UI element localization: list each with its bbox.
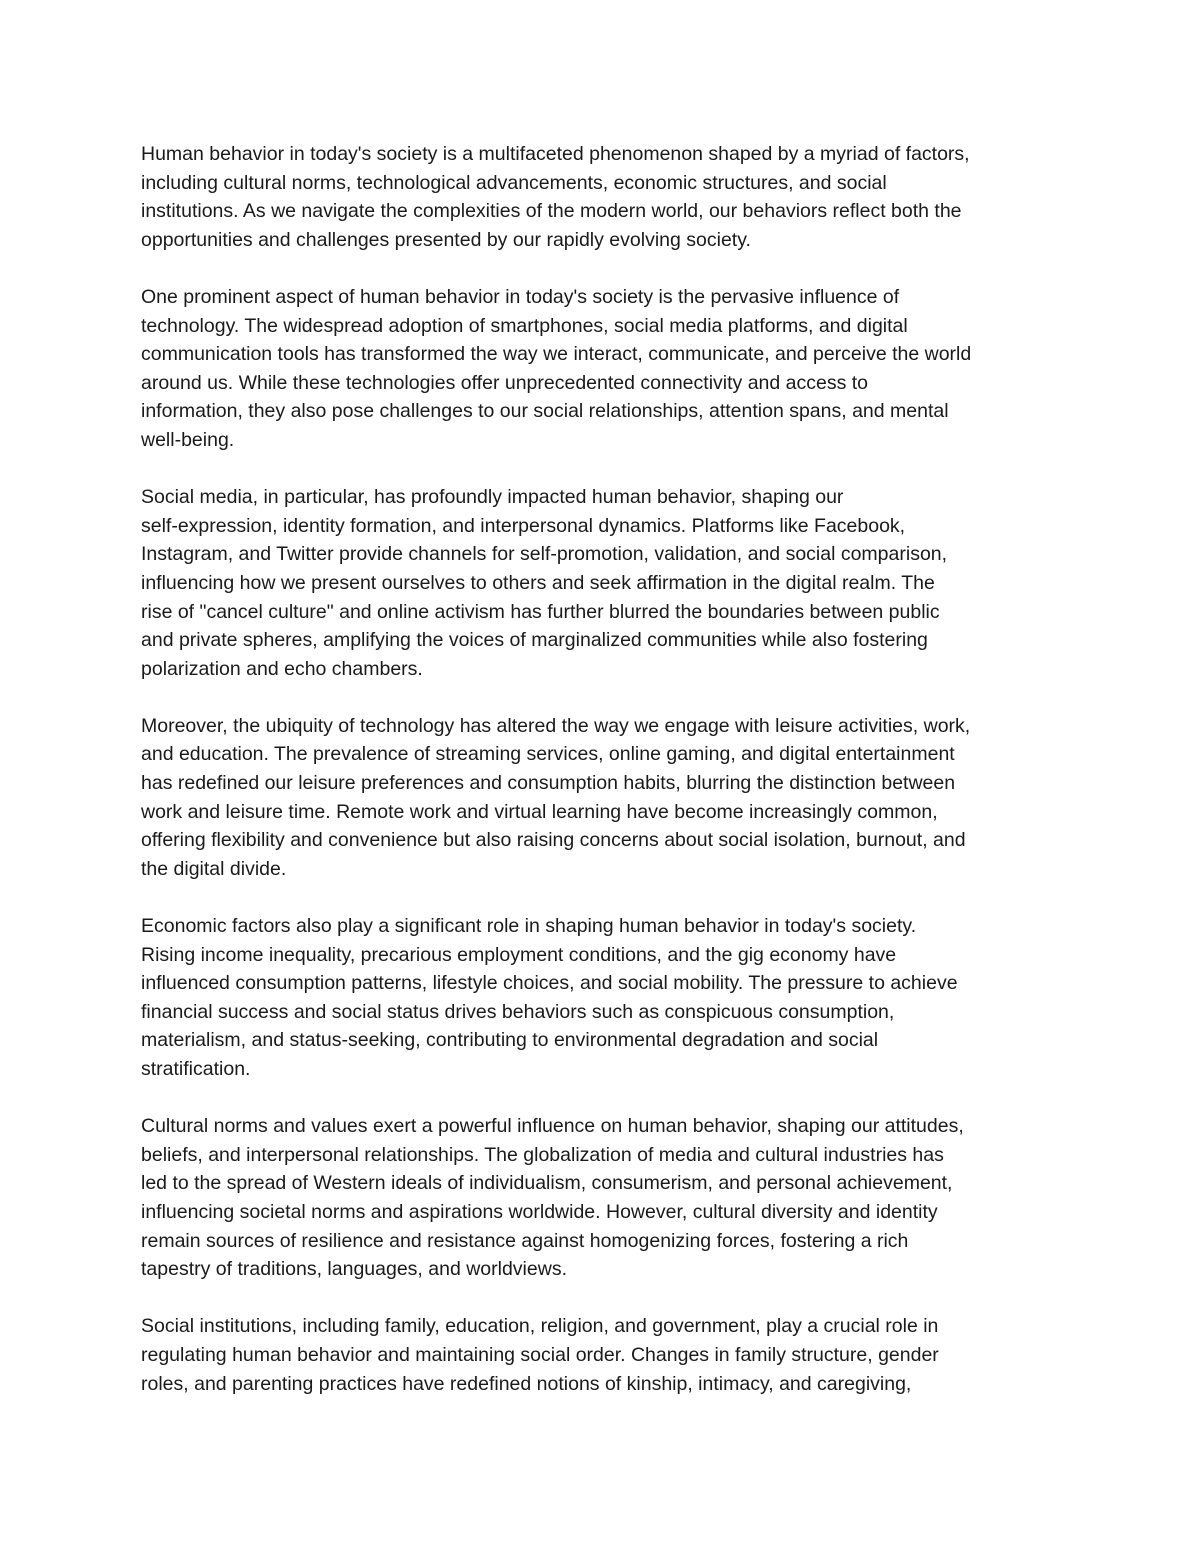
text-line: Moreover, the ubiquity of technology has altered the way we engage with leisure activities, work, [141, 714, 971, 737]
text-line: tapestry of traditions, languages, and worldviews. [141, 1258, 567, 1281]
text-line: rise of "cancel culture" and online activism has further blurred the boundaries between public [141, 600, 940, 623]
text-line: stratification. [141, 1058, 251, 1080]
paragraph [141, 712, 1071, 884]
text-line: the digital divide. [141, 857, 287, 880]
text-line: has redefined our leisure preferences and consumption habits, blurring the distinction between [141, 772, 956, 795]
text-line: Economic factors also play a significant role in shaping human behavior in today's society. [141, 915, 917, 938]
text-line: roles, and parenting practices have redefined notions of kinship, intimacy, and caregiving, [141, 1372, 912, 1395]
text-line: influencing societal norms and aspirations worldwide. However, cultural diversity and identity [141, 1200, 938, 1223]
paragraph [141, 912, 1071, 1084]
text-line: influenced consumption patterns, lifestyle choices, and social mobility. The pressure to achieve [141, 972, 958, 995]
text-line: Cultural norms and values exert a powerful influence on human behavior, shaping our attitudes, [141, 1115, 964, 1138]
text-line: Rising income inequality, precarious employment conditions, and the gig economy have [141, 943, 897, 966]
text-line: One prominent aspect of human behavior in today's society is the pervasive influence of [141, 285, 900, 308]
text-line: offering flexibility and convenience but also raising concerns about social isolation, burnout, and [141, 829, 966, 852]
paragraph [141, 483, 1071, 683]
text-line: institutions. As we navigate the complexities of the modern world, our behaviors reflect both the [141, 200, 962, 223]
text-line: and private spheres, amplifying the voices of marginalized communities while also fostering [141, 629, 928, 652]
text-line: self-expression, identity formation, and interpersonal dynamics. Platforms like Facebook, [141, 514, 906, 537]
text-line: opportunities and challenges presented by our rapidly evolving society. [141, 228, 751, 251]
text-line: including cultural norms, technological advancements, economic structures, and social [141, 171, 887, 194]
document-body [141, 140, 1071, 1427]
text-line: materialism, and status-seeking, contributing to environmental degradation and social [141, 1029, 879, 1052]
text-line: regulating human behavior and maintaining social order. Changes in family structure, gender [141, 1343, 939, 1366]
text-line: led to the spread of Western ideals of individualism, consumerism, and personal achievement, [141, 1172, 953, 1195]
text-line: and education. The prevalence of streaming services, online gaming, and digital entertainment [141, 743, 955, 766]
text-line: Human behavior in today's society is a multifaceted phenomenon shaped by a myriad of factors, [141, 143, 970, 165]
text-line: around us. While these technologies offer unprecedented connectivity and access to [141, 371, 869, 394]
text-line: remain sources of resilience and resistance against homogenizing forces, fostering a rich [141, 1229, 909, 1252]
paragraph [141, 1312, 1071, 1398]
text-line: Social media, in particular, has profoundly impacted human behavior, shaping our [141, 486, 844, 509]
text-line: technology. The widespread adoption of smartphones, social media platforms, and digital [141, 314, 908, 337]
text-line: beliefs, and interpersonal relationships. The globalization of media and cultural industries has [141, 1143, 944, 1166]
paragraph [141, 140, 1071, 254]
text-line: influencing how we present ourselves to others and seek affirmation in the digital realm. The [141, 571, 935, 594]
text-line: polarization and echo chambers. [141, 657, 423, 680]
text-line: communication tools has transformed the way we interact, communicate, and perceive the world [141, 343, 972, 366]
text-line: financial success and social status drives behaviors such as conspicuous consumption, [141, 1000, 895, 1023]
paragraph [141, 1112, 1071, 1284]
text-line: Social institutions, including family, education, religion, and government, play a crucial role in [141, 1315, 939, 1338]
paragraph [141, 283, 1071, 455]
text-line: well-being. [141, 428, 235, 451]
text-line: work and leisure time. Remote work and virtual learning have become increasingly common, [141, 800, 938, 823]
text-line: Instagram, and Twitter provide channels for self-promotion, validation, and social comparison, [141, 543, 948, 566]
text-line: information, they also pose challenges to our social relationships, attention spans, and mental [141, 400, 949, 423]
